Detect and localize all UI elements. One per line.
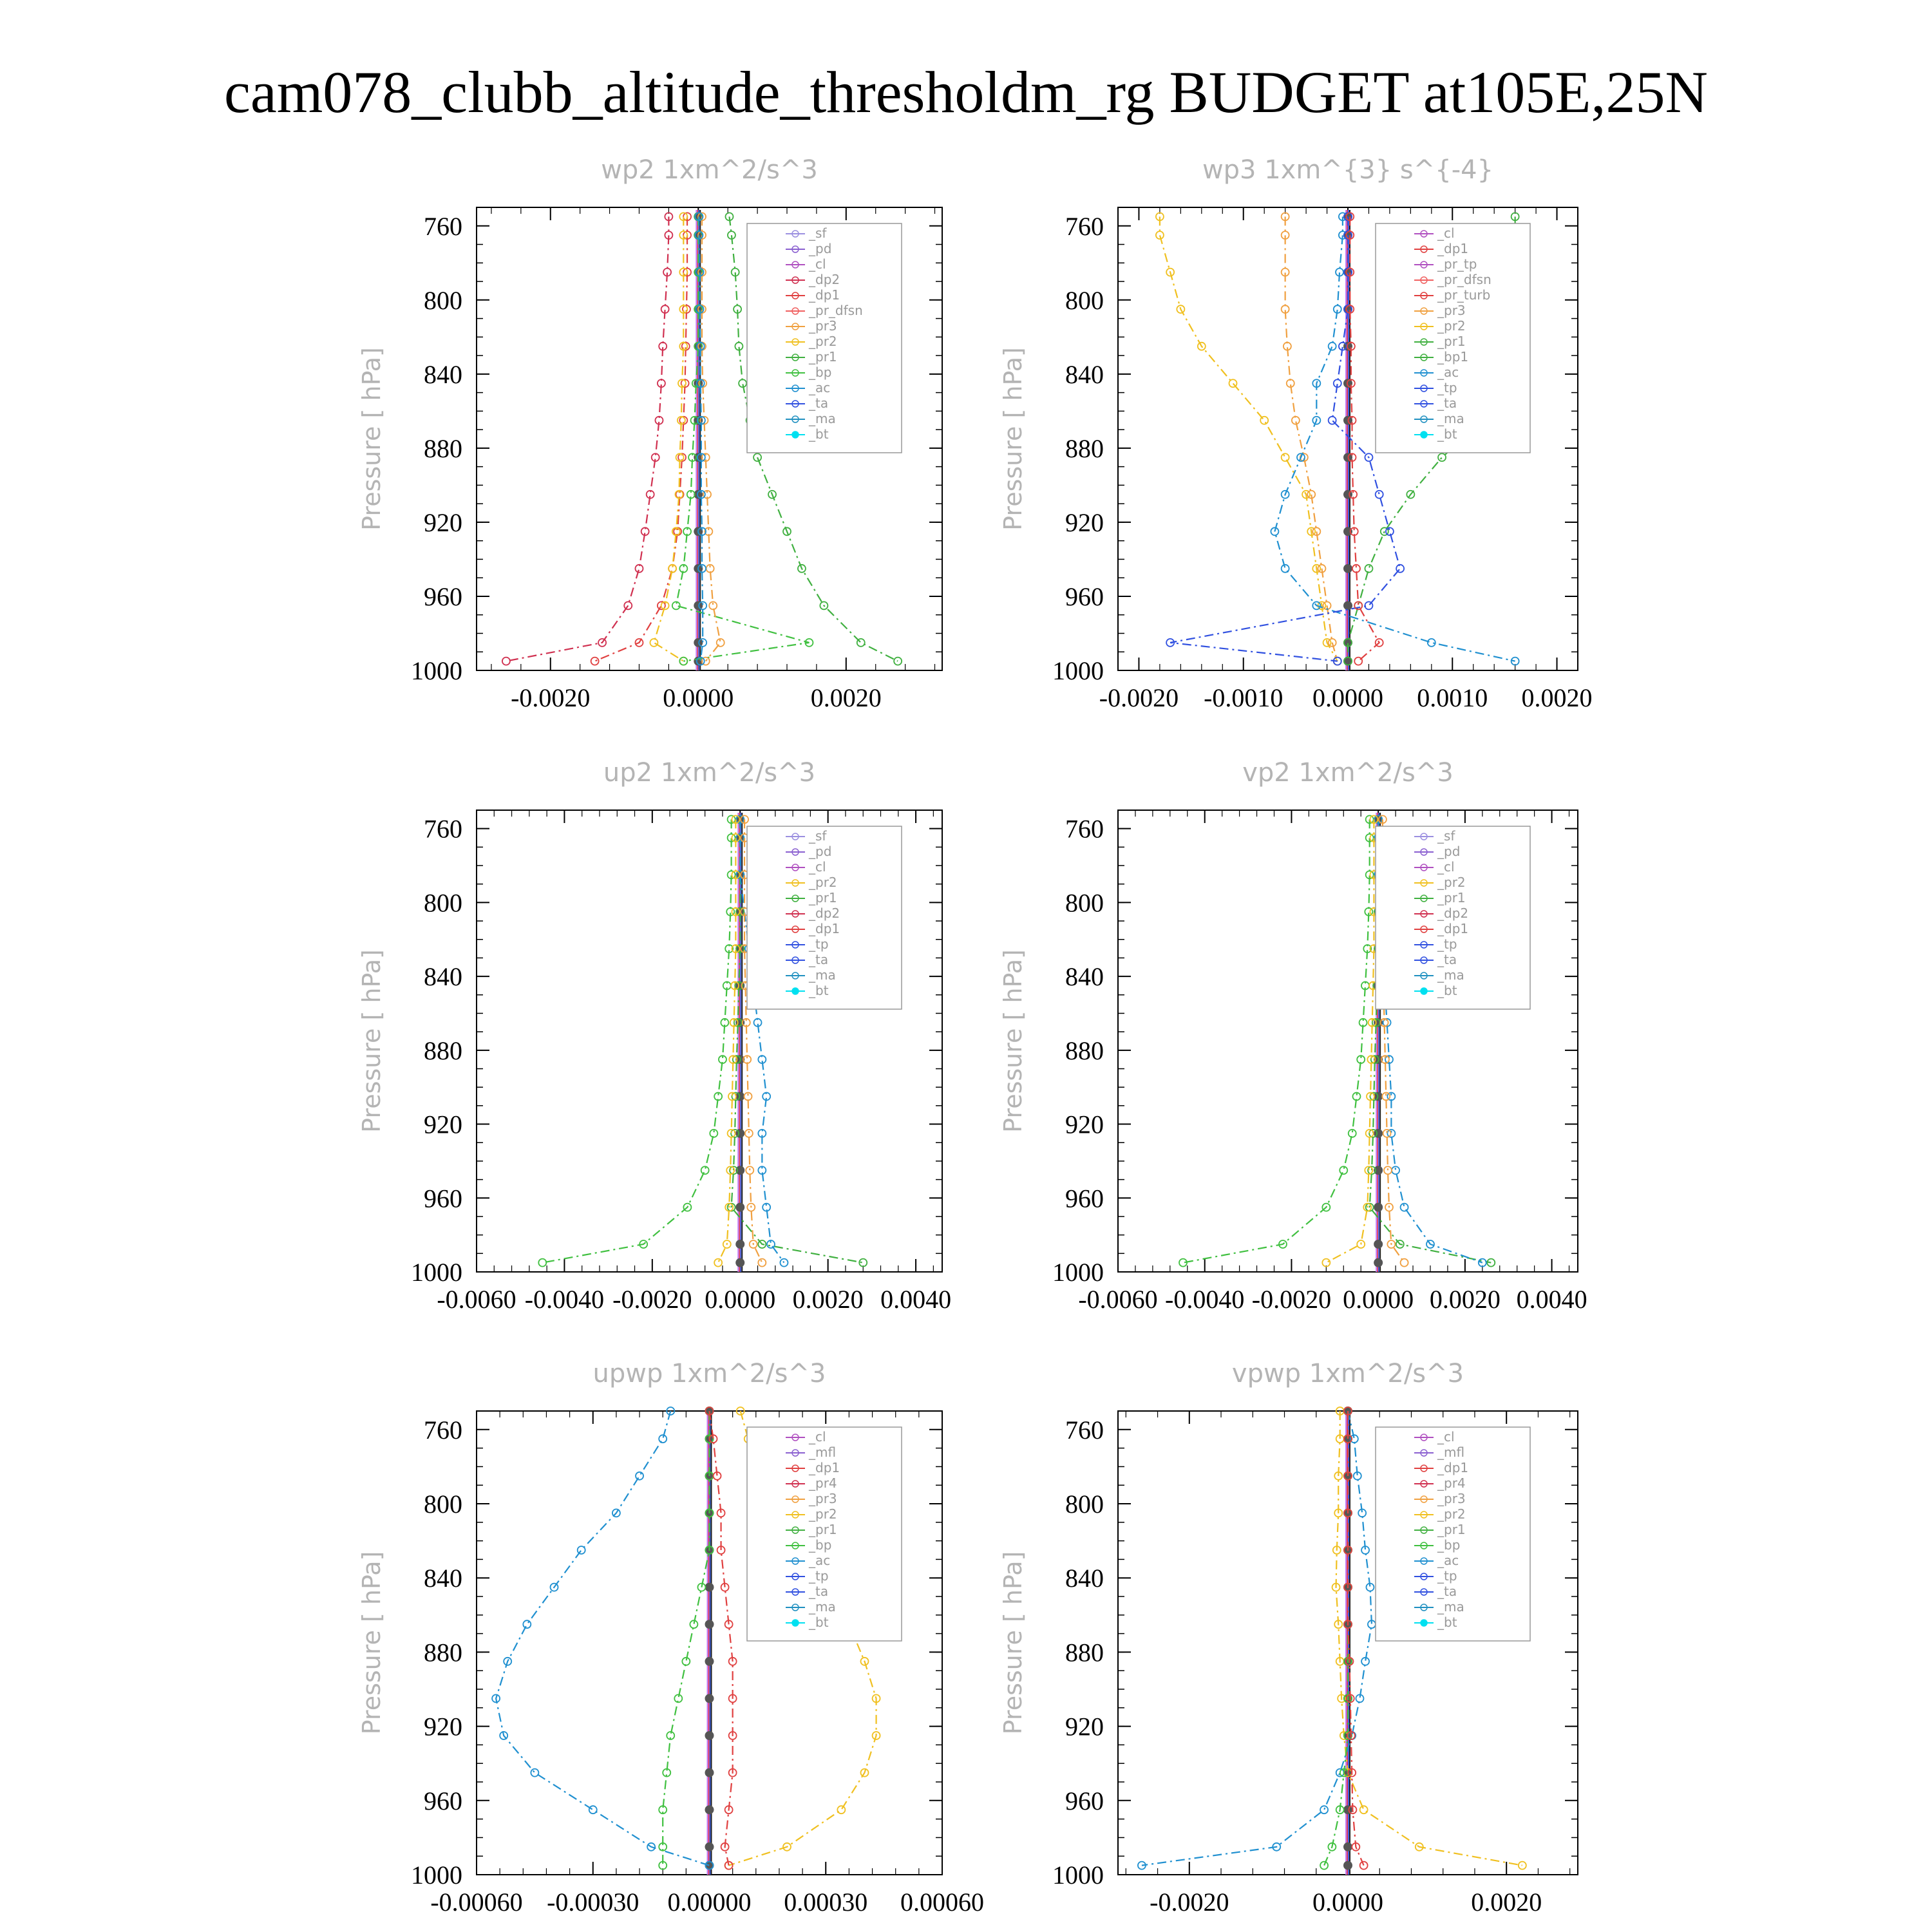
series-point-tp — [589, 1806, 597, 1814]
x-tick-label: 0.0010 — [1417, 683, 1488, 712]
y-tick-label: 960 — [1065, 582, 1104, 611]
y-tick-label: 920 — [424, 1712, 462, 1741]
series-point-bp1 — [1438, 453, 1446, 461]
y-tick-label: 840 — [1065, 1564, 1104, 1593]
y-tick-label: 760 — [424, 814, 462, 844]
y-tick-label: 920 — [424, 507, 462, 537]
y-tick-label: 880 — [1065, 1036, 1104, 1065]
legend-label: _pd — [1437, 844, 1461, 859]
x-tick-label: -0.0060 — [1078, 1285, 1158, 1314]
legend-label: _ta — [809, 952, 829, 967]
series-line-pr1 — [718, 819, 735, 1262]
legend-marker — [1421, 1620, 1427, 1626]
x-tick-label: 0.0020 — [1521, 683, 1593, 712]
figure-title: cam078_clubb_altitude_thresholdm_rg BUDGET at105E,25N — [224, 59, 1708, 125]
zero-marker — [1374, 1240, 1383, 1249]
y-tick-label: 840 — [1065, 962, 1104, 992]
y-tick-label: 880 — [1065, 433, 1104, 463]
legend-label: _bp — [809, 1537, 832, 1553]
legend-label: _pr3 — [1437, 303, 1466, 318]
series-point-pr2 — [1384, 1166, 1392, 1174]
legend-label: _ma — [1437, 967, 1464, 983]
legend-label: _tp — [1437, 380, 1457, 395]
legend-label: _mfl — [1437, 1444, 1465, 1460]
y-tick-label: 800 — [424, 888, 462, 918]
zero-marker — [705, 1583, 714, 1592]
legend-label: _ta — [1437, 1584, 1457, 1599]
series-line-dp1 — [595, 216, 687, 661]
legend-label: _ac — [1437, 365, 1459, 380]
y-tick-label: 800 — [424, 285, 462, 315]
zero-marker — [705, 1731, 714, 1740]
x-tick-label: -0.0060 — [437, 1285, 516, 1314]
series-line-dp1 — [542, 819, 731, 1262]
series-point-tp — [1392, 1166, 1399, 1174]
y-tick-label: 840 — [1065, 359, 1104, 389]
series-point-ta — [1365, 601, 1372, 609]
legend-label: _bt — [809, 426, 829, 442]
panel-title: upwp 1xm^2/s^3 — [592, 1359, 826, 1388]
series-line-pr1 — [1160, 216, 1338, 661]
legend-label: _cl — [1437, 225, 1455, 241]
legend-label: _bt — [809, 1615, 829, 1630]
y-tick-label: 760 — [1065, 1415, 1104, 1444]
legend-label: _dp2 — [1437, 905, 1469, 921]
x-tick-label: -0.00060 — [430, 1888, 523, 1917]
series-point-ta — [1396, 565, 1404, 573]
series-point-pr2 — [745, 1130, 753, 1137]
panel-2 — [357, 758, 951, 1314]
y-tick-label: 920 — [1065, 1712, 1104, 1741]
legend-label: _pr_dfsn — [809, 303, 863, 318]
x-tick-label: -0.0040 — [1165, 1285, 1245, 1314]
series-point-pr2 — [758, 1259, 766, 1267]
x-tick-label: 0.0000 — [1312, 683, 1383, 712]
legend-label: _tp — [809, 1568, 829, 1584]
y-tick-label: 800 — [1065, 285, 1104, 315]
series-point-dp1 — [538, 1259, 546, 1267]
legend-label: _ac — [809, 1553, 831, 1568]
series-line-pr3 — [702, 216, 721, 661]
legend-label: _pr_dfsn — [1437, 272, 1492, 287]
zero-marker — [735, 1240, 744, 1249]
y-tick-label: 880 — [1065, 1638, 1104, 1667]
legend-label: _ma — [809, 411, 836, 426]
series-point-tp — [578, 1546, 585, 1554]
zero-marker — [705, 1768, 714, 1777]
panel-1 — [999, 155, 1593, 712]
legend-label: _dp2 — [809, 272, 840, 287]
x-tick-label: 0.00000 — [667, 1888, 752, 1917]
legend-label: _cl — [1437, 859, 1455, 875]
panel-title: vpwp 1xm^2/s^3 — [1231, 1359, 1464, 1388]
y-axis-label: Pressure [ hPa] — [357, 949, 386, 1133]
zero-marker — [705, 1842, 714, 1852]
zero-marker — [705, 1620, 714, 1629]
panel-title: wp2 1xm^2/s^3 — [601, 155, 818, 185]
y-tick-label: 1000 — [1052, 1258, 1104, 1287]
legend-label: _bt — [1437, 1615, 1457, 1630]
series-point-tp — [523, 1620, 531, 1628]
panel-0 — [357, 155, 942, 712]
x-tick-label: -0.0020 — [511, 683, 591, 712]
legend-marker — [792, 1620, 799, 1626]
legend-label: _dp1 — [809, 921, 840, 936]
series-line-pr4 — [710, 1411, 733, 1866]
panel-4 — [357, 1359, 984, 1917]
y-tick-label: 880 — [424, 433, 462, 463]
series-point-pr1 — [837, 1806, 845, 1814]
legend-label: _cl — [809, 1429, 826, 1444]
zero-marker — [1343, 601, 1352, 610]
zero-marker — [705, 1805, 714, 1814]
y-tick-label: 960 — [1065, 1184, 1104, 1213]
series-line-dp2 — [506, 216, 668, 661]
y-tick-label: 960 — [424, 1786, 462, 1815]
x-tick-label: -0.0020 — [1150, 1888, 1229, 1917]
y-axis-label: Pressure [ hPa] — [357, 347, 386, 531]
series-line-dp1 — [1350, 216, 1379, 661]
series-line-pr1 — [1326, 819, 1374, 1262]
series-line-tp — [496, 1411, 709, 1866]
y-tick-label: 960 — [1065, 1786, 1104, 1815]
y-tick-label: 960 — [424, 1184, 462, 1213]
x-tick-label: 0.0020 — [1471, 1888, 1542, 1917]
legend-label: _pr_tp — [1437, 256, 1477, 272]
legend-label: _tp — [1437, 1568, 1457, 1584]
y-tick-label: 920 — [1065, 1110, 1104, 1139]
series-point-pr2 — [746, 1166, 753, 1174]
y-tick-label: 800 — [424, 1490, 462, 1519]
zero-marker — [1343, 1861, 1352, 1870]
zero-marker — [1343, 564, 1352, 573]
x-tick-label: 0.0020 — [1429, 1285, 1501, 1314]
legend-marker — [1421, 988, 1427, 994]
legend-label: _ma — [1437, 1599, 1464, 1615]
y-tick-label: 760 — [1065, 211, 1104, 241]
y-axis-label: Pressure [ hPa] — [357, 1551, 386, 1735]
panel-3 — [999, 758, 1587, 1314]
series-point-dp1 — [1354, 658, 1362, 665]
legend-label: _dp2 — [809, 905, 840, 921]
legend-label: _ma — [809, 967, 836, 983]
x-tick-label: 0.0000 — [663, 683, 734, 712]
series-line-ta — [1170, 216, 1400, 661]
y-tick-label: 920 — [1065, 507, 1104, 537]
x-tick-label: 0.00060 — [900, 1888, 984, 1917]
legend-label: _ac — [809, 380, 831, 395]
series-point-bp1 — [1365, 565, 1372, 573]
series-point-pr1 — [714, 1259, 722, 1267]
legend-label: _ma — [809, 1599, 836, 1615]
series-line-ac — [663, 1411, 709, 1866]
y-tick-label: 800 — [1065, 888, 1104, 918]
zero-marker — [735, 1203, 744, 1212]
y-tick-label: 840 — [424, 359, 462, 389]
series-point-tp — [659, 1435, 667, 1443]
legend-label: _pr2 — [1437, 875, 1466, 890]
legend-label: _pd — [809, 241, 832, 256]
x-tick-label: 0.0020 — [810, 683, 882, 712]
legend-label: _pr1 — [1437, 890, 1466, 905]
series-line-dp1 — [1183, 819, 1370, 1262]
zero-marker — [1374, 1203, 1383, 1212]
legend-marker — [792, 431, 799, 438]
series-point-ta — [1329, 417, 1336, 424]
series-point-pr1 — [1322, 1259, 1330, 1267]
legend-label: _dp1 — [1437, 241, 1469, 256]
legend-marker — [792, 988, 799, 994]
x-tick-label: -0.0040 — [524, 1285, 605, 1314]
y-tick-label: 760 — [424, 211, 462, 241]
legend-label: _mfl — [809, 1444, 837, 1460]
series-point-ac — [1329, 343, 1336, 350]
x-tick-label: 0.00030 — [784, 1888, 868, 1917]
legend-label: _bt — [809, 983, 829, 998]
legend-label: _bp1 — [1437, 349, 1469, 365]
y-axis-label: Pressure [ hPa] — [999, 949, 1027, 1133]
y-tick-label: 840 — [424, 1564, 462, 1593]
legend-label: _ta — [809, 395, 829, 411]
series-point-ac — [1282, 565, 1289, 573]
series-point-dp1 — [591, 658, 599, 665]
series-point-pr1 — [1229, 379, 1237, 387]
y-tick-label: 1000 — [411, 1861, 462, 1889]
x-tick-label: 0.0040 — [1516, 1285, 1587, 1314]
series-point-pr2 — [1401, 1259, 1408, 1267]
legend-label: _bp — [1437, 1537, 1461, 1553]
panel-title: wp3 1xm^{3} s^{-4} — [1202, 155, 1494, 185]
series-point-dp2 — [502, 658, 510, 665]
legend-label: _pr2 — [809, 334, 837, 349]
legend-label: _dp1 — [809, 287, 840, 303]
panel-title: up2 1xm^2/s^3 — [603, 758, 816, 788]
zero-marker — [705, 1657, 714, 1666]
series-line-pr2 — [1285, 216, 1338, 661]
legend-marker — [1421, 431, 1427, 438]
series-point-pr1 — [1260, 417, 1268, 424]
legend-label: _ta — [809, 1584, 829, 1599]
legend-label: _pr_turb — [1437, 287, 1491, 303]
legend-label: _pd — [809, 844, 832, 859]
x-tick-label: -0.0020 — [1099, 683, 1179, 712]
x-tick-label: -0.00030 — [547, 1888, 639, 1917]
zero-marker — [1343, 657, 1352, 666]
x-tick-label: 0.0020 — [792, 1285, 864, 1314]
y-tick-label: 920 — [424, 1110, 462, 1139]
legend-label: _pr1 — [1437, 334, 1466, 349]
y-tick-label: 1000 — [1052, 1861, 1104, 1889]
legend-label: _ta — [1437, 395, 1457, 411]
y-tick-label: 800 — [1065, 1490, 1104, 1519]
y-tick-label: 840 — [424, 962, 462, 992]
series-point-tp — [636, 1472, 643, 1480]
y-tick-label: 880 — [424, 1638, 462, 1667]
y-axis-label: Pressure [ hPa] — [999, 1551, 1027, 1735]
legend-label: _dp1 — [809, 1460, 840, 1475]
series-point-ta — [1376, 491, 1383, 498]
legend-label: _sf — [1437, 828, 1455, 844]
legend-label: _tp — [1437, 936, 1457, 952]
series-point-tp — [1320, 1806, 1328, 1814]
legend-label: _pr3 — [809, 318, 837, 334]
y-tick-label: 960 — [424, 582, 462, 611]
series-point-pr1 — [1156, 231, 1164, 239]
series-point-pr1 — [857, 639, 865, 647]
legend-label: _tp — [809, 936, 829, 952]
legend-label: _pr3 — [809, 1491, 837, 1506]
legend-label: _sf — [809, 225, 827, 241]
y-axis-label: Pressure [ hPa] — [999, 347, 1027, 531]
x-tick-label: -0.0020 — [612, 1285, 692, 1314]
legend-label: _pr1 — [809, 349, 837, 365]
legend-label: _bt — [1437, 983, 1457, 998]
x-tick-label: 0.0040 — [880, 1285, 952, 1314]
y-tick-label: 1000 — [411, 1258, 462, 1287]
legend-label: _bp — [809, 365, 832, 380]
zero-marker — [1374, 1258, 1383, 1267]
legend-label: _pr4 — [809, 1475, 837, 1491]
legend-label: _cl — [809, 256, 826, 272]
x-tick-label: 0.0000 — [1343, 1285, 1414, 1314]
legend-label: _pr1 — [809, 1522, 837, 1537]
zero-marker — [1343, 1842, 1352, 1852]
legend-label: _ma — [1437, 411, 1464, 426]
y-tick-label: 760 — [424, 1415, 462, 1444]
legend-label: _pr3 — [1437, 1491, 1466, 1506]
legend-label: _cl — [1437, 1429, 1455, 1444]
series-point-pr1 — [1282, 453, 1289, 461]
x-tick-label: 0.0000 — [1312, 1888, 1383, 1917]
legend-label: _pr2 — [1437, 318, 1466, 334]
panel-5 — [999, 1359, 1578, 1917]
legend-label: _pr4 — [1437, 1475, 1466, 1491]
legend-label: _cl — [809, 859, 826, 875]
legend-label: _ta — [1437, 952, 1457, 967]
series-point-ac — [1320, 1862, 1328, 1870]
x-tick-label: -0.0010 — [1204, 683, 1283, 712]
legend-label: _pr1 — [1437, 1522, 1466, 1537]
series-point-tp — [531, 1769, 538, 1777]
legend-label: _pr1 — [809, 890, 837, 905]
series-line-pr2 — [654, 216, 683, 661]
legend-label: _dp1 — [1437, 1460, 1469, 1475]
legend-label: _pr2 — [1437, 1506, 1466, 1522]
x-tick-label: 0.0000 — [705, 1285, 776, 1314]
legend-label: _pr2 — [809, 1506, 837, 1522]
legend-label: _pr2 — [809, 875, 837, 890]
x-tick-label: -0.0020 — [1251, 1285, 1332, 1314]
y-tick-label: 1000 — [411, 656, 462, 685]
zero-marker — [705, 1694, 714, 1703]
panel-title: vp2 1xm^2/s^3 — [1242, 758, 1454, 788]
series-point-pr2 — [650, 639, 658, 647]
zero-marker — [705, 1861, 714, 1870]
legend-label: _ac — [1437, 1553, 1459, 1568]
y-tick-label: 760 — [1065, 814, 1104, 844]
y-tick-label: 1000 — [1052, 656, 1104, 685]
series-point-ta — [1386, 527, 1394, 535]
series-point-pr1 — [1360, 1806, 1368, 1814]
y-tick-label: 880 — [424, 1036, 462, 1065]
legend-label: _dp1 — [1437, 921, 1469, 936]
legend-label: _sf — [809, 828, 827, 844]
legend-label: _bt — [1437, 426, 1457, 442]
zero-marker — [735, 1258, 744, 1267]
